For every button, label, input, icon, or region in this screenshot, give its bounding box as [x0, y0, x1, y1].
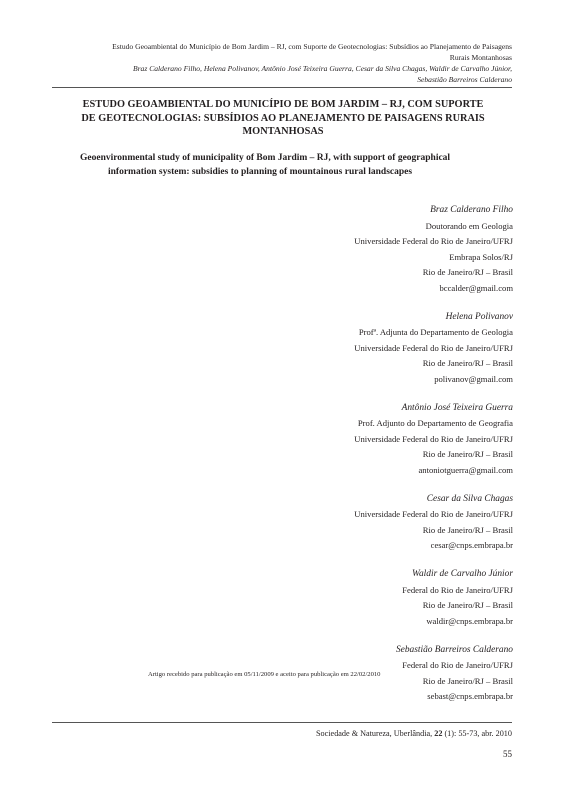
author-email: cesar@cnps.embrapa.br [430, 540, 513, 550]
author-name: Braz Calderano Filho [430, 205, 513, 215]
author-affiliation: Federal do Rio de Janeiro/UFRJ [402, 584, 513, 595]
author-location: Rio de Janeiro/RJ – Brasil [422, 449, 513, 459]
author-entry [213, 203, 513, 296]
author-affiliation: Universidade Federal do Rio de Janeiro/UFRJ [354, 236, 513, 246]
title-en-line1: Geoenvironmental study of municipality of Bom Jardim – RJ, with support of geographical [80, 153, 451, 163]
journal-issue-pages: (1): 55-73, abr. 2010 [442, 729, 512, 738]
title-en-line2: information system: subsidies to planning of mountainous rural landscapes [108, 166, 413, 177]
running-head-authors-line1: Braz Calderano Filho, Helena Polivanov, Antônio José Teixeira Guerra, Cesar da Silva Chagas, Waldir de Carvalho Júnior, [132, 64, 512, 73]
author-affiliation: Federal do Rio de Janeiro/UFRJ [402, 660, 513, 670]
author-email: antoniotguerra@gmail.com [418, 464, 513, 475]
author-name: Sebastião Barreiros Calderano [395, 644, 513, 655]
author-location: Rio de Janeiro/RJ – Brasil [422, 358, 513, 368]
title-portuguese [60, 98, 506, 139]
author-name: Cesar da Silva Chagas [426, 493, 513, 504]
journal-volume: 22 [434, 729, 443, 738]
title-english [80, 152, 510, 179]
running-head-title-line2: Rurais Montanhosas [449, 53, 512, 62]
author-entry [213, 401, 513, 479]
received-note: Artigo recebido para publicação em 05/11/2009 e aceito para publicação em 22/02/2010 [148, 671, 381, 678]
running-head-title-line1: Estudo Geoambiental do Município de Bom Jardim – RJ, com Suporte de Geotecnologias: Subsídios ao Planejamento de Paisagens [112, 42, 512, 51]
author-name: Antônio José Teixeira Guerra [401, 402, 513, 413]
author-name: Waldir de Carvalho Júnior [412, 569, 513, 579]
author-location: Rio de Janeiro/RJ – Brasil [422, 600, 513, 610]
author-affiliation: Universidade Federal do Rio de Janeiro/UFRJ [354, 342, 513, 353]
authors-block [213, 203, 513, 718]
footer-divider [52, 722, 512, 723]
header-divider [52, 87, 512, 88]
author-location: Rio de Janeiro/RJ – Brasil [422, 675, 513, 686]
author-affiliation: Universidade Federal do Rio de Janeiro/UFRJ [354, 509, 513, 519]
author-affiliation: Embrapa Solos/RJ [449, 251, 513, 262]
title-pt-line3: MONTANHOSAS [242, 126, 324, 137]
author-entry [213, 310, 513, 388]
title-pt-line2: DE GEOTECNOLOGIAS: SUBSÍDIOS AO PLANEJAMENTO DE PAISAGENS RURAIS [81, 112, 485, 124]
author-email: polivanov@gmail.com [434, 373, 513, 384]
author-affiliation: Profª. Adjunta do Departamento de Geologia [358, 327, 513, 337]
running-head-authors-line2: Sebastião Barreiros Calderano [417, 75, 512, 84]
author-affiliation: Universidade Federal do Rio de Janeiro/UFRJ [354, 433, 513, 444]
author-email: bccalder@gmail.com [439, 282, 513, 293]
journal-name: Sociedade & Natureza, Uberlândia, [316, 729, 435, 738]
author-email: waldir@cnps.embrapa.br [426, 615, 513, 626]
title-pt-line1: ESTUDO GEOAMBIENTAL DO MUNICÍPIO DE BOM JARDIM – RJ, COM SUPORTE [82, 99, 484, 110]
author-affiliation: Doutorando em Geologia [425, 220, 513, 231]
author-entry [213, 567, 513, 629]
author-location: Rio de Janeiro/RJ – Brasil [422, 524, 513, 535]
author-location: Rio de Janeiro/RJ – Brasil [422, 267, 513, 277]
author-name: Helena Polivanov [445, 311, 513, 322]
author-affiliation: Prof. Adjunto do Departamento de Geografia [357, 418, 513, 428]
author-email: sebast@cnps.embrapa.br [427, 691, 513, 701]
author-entry [213, 492, 513, 554]
page-number: 55 [503, 749, 512, 759]
running-head [42, 41, 512, 85]
journal-citation [316, 728, 512, 739]
